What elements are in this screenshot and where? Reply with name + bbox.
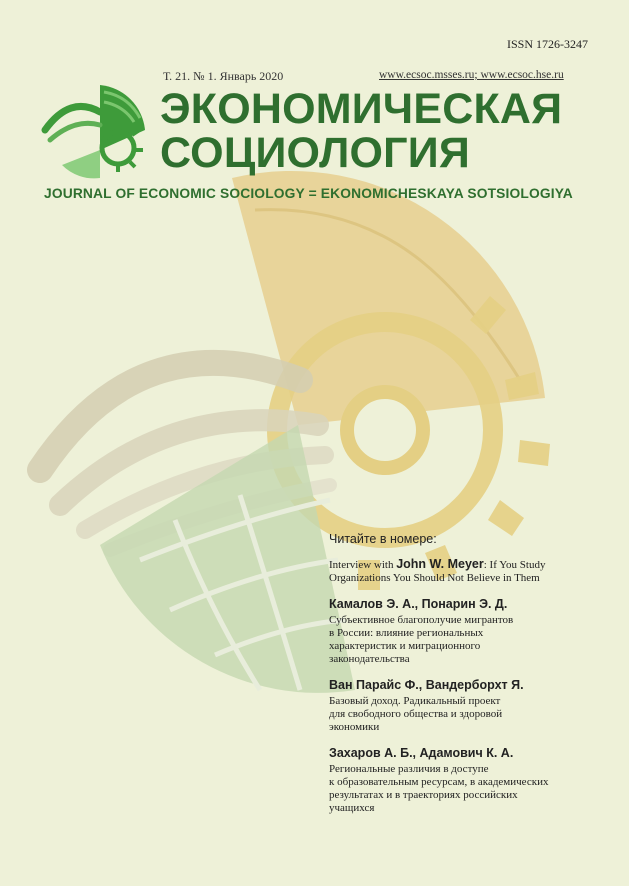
article-title-line: Субъективное благополучие мигрантов (329, 614, 514, 626)
toc-lead-interview (329, 558, 619, 585)
journal-title-line-1: ЭКОНОМИЧЕСКАЯ (160, 85, 563, 133)
toc-article (329, 596, 619, 666)
article-title-line: к образовательным ресурсам, в академических (329, 776, 549, 788)
article-title-line: характеристик и миграционного (329, 640, 481, 652)
lead-suffix: : If You Study (483, 559, 546, 571)
article-title-line: экономики (329, 721, 380, 733)
journal-title-line-2: СОЦИОЛОГИЯ (160, 129, 470, 177)
table-of-contents (329, 532, 619, 826)
article-authors: Захаров А. Б., Адамович К. А. (329, 746, 514, 760)
article-title-line: законодательства (329, 653, 410, 665)
toc-heading: Читайте в номере: (329, 532, 437, 546)
issue-info: Т. 21. № 1. Январь 2020 (163, 69, 284, 83)
journal-logo (45, 85, 145, 178)
article-title-line: Региональные различия в доступе (329, 763, 489, 775)
toc-article (329, 677, 619, 734)
lead-prefix: Interview with (329, 559, 397, 571)
lead-title-line-2: Organizations You Should Not Believe in Them (329, 572, 540, 584)
issn-number: ISSN 1726-3247 (507, 37, 589, 51)
toc-article (329, 745, 619, 815)
journal-subtitle: JOURNAL OF ECONOMIC SOCIOLOGY = EKONOMICHESKAYA SOTSIOLOGIYA (44, 186, 573, 201)
article-title-line: результатах и в траекториях российских (329, 789, 518, 801)
lead-interviewee-name: John W. Meyer (396, 557, 484, 571)
article-title-line: учащихся (329, 802, 375, 814)
article-title-line: в России: влияние региональных (329, 627, 484, 639)
website-links[interactable]: www.ecsoc.msses.ru; www.ecsoc.hse.ru (379, 69, 564, 81)
article-authors: Камалов Э. А., Понарин Э. Д. (329, 597, 508, 611)
article-title-line: Базовый доход. Радикальный проект (329, 695, 501, 707)
article-authors: Ван Парайс Ф., Вандерборхт Я. (329, 678, 524, 692)
article-title-line: для свободного общества и здоровой (329, 708, 503, 720)
